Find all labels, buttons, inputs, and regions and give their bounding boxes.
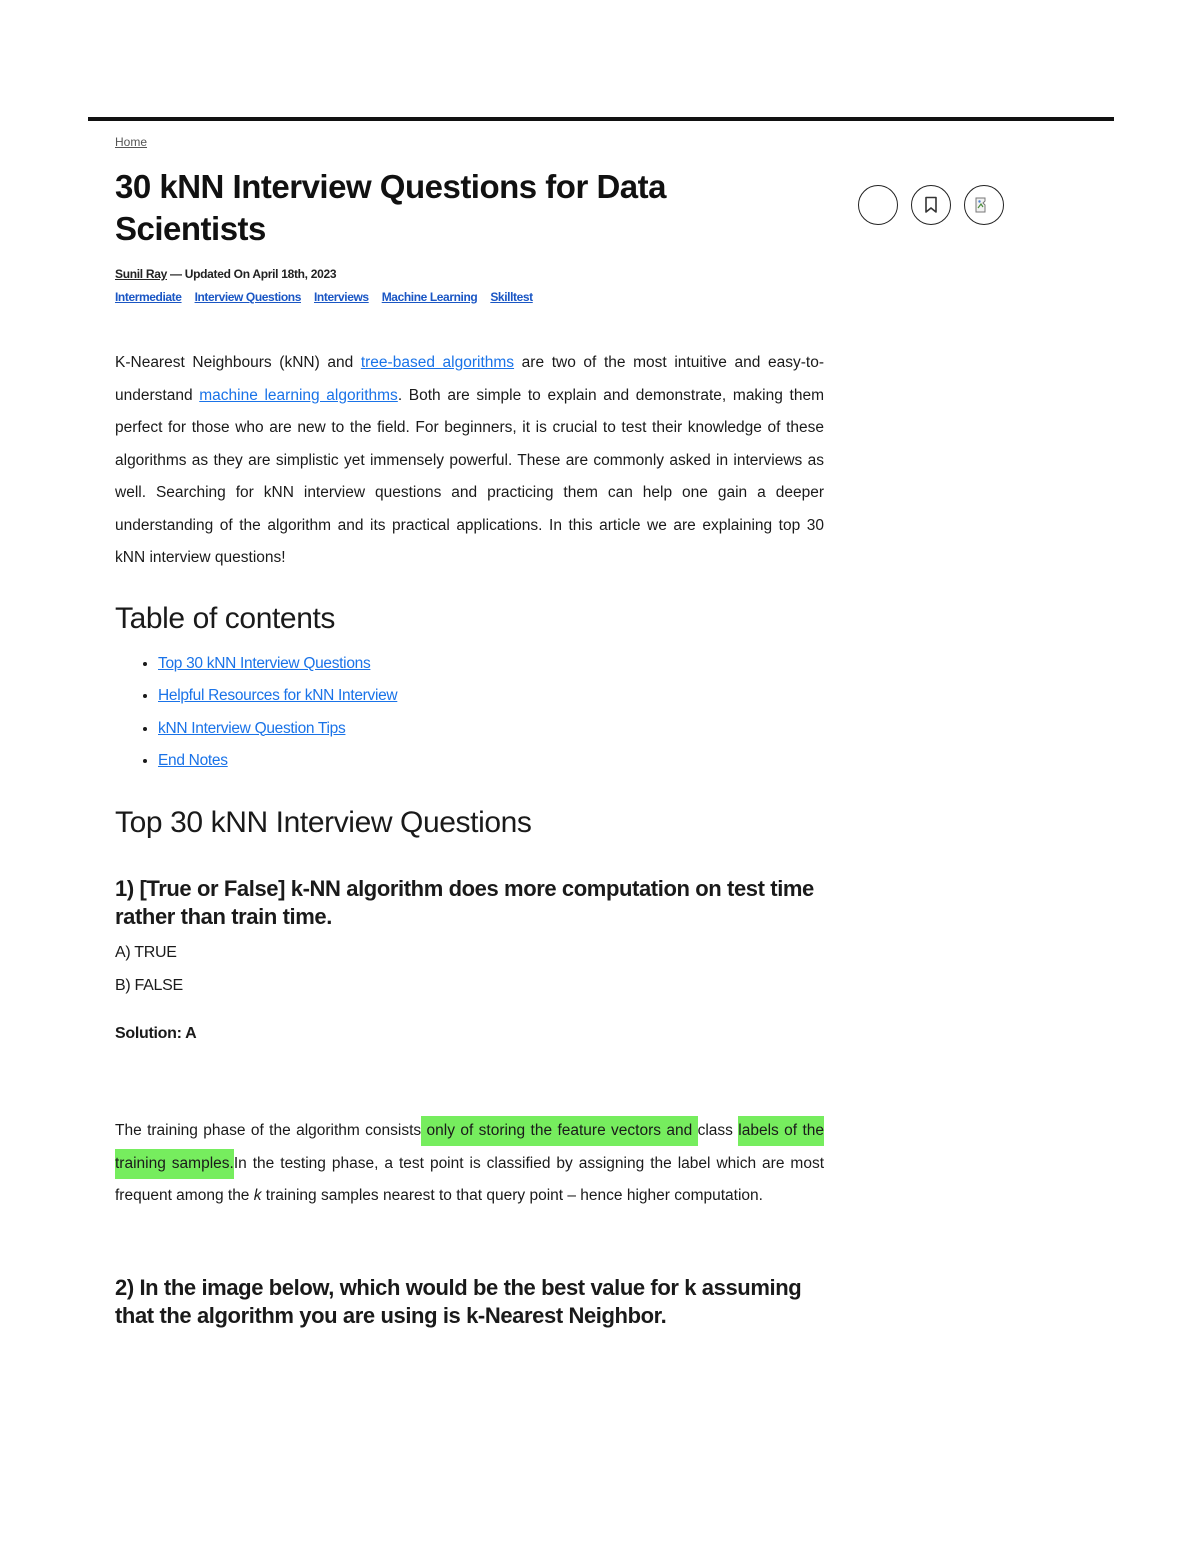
updated-date: — Updated On April 18th, 2023 bbox=[166, 267, 337, 281]
machine-learning-algorithms-link[interactable]: machine learning algorithms bbox=[199, 386, 398, 404]
tag-link[interactable]: Interview Questions bbox=[194, 290, 301, 304]
explanation-text: training samples nearest to that query point – hence higher computation. bbox=[261, 1187, 763, 1204]
toc-item bbox=[158, 745, 397, 777]
tree-based-algorithms-link[interactable]: tree-based algorithms bbox=[360, 354, 515, 371]
toc-item bbox=[158, 713, 397, 745]
broken-image-icon[interactable] bbox=[964, 185, 1004, 225]
explanation-text: class bbox=[697, 1122, 739, 1139]
question-2-heading: 2) In the image below, which would be the best value for k assuming that the algorithm you are using is k-Nearest Neighbor. bbox=[115, 1275, 802, 1328]
k-variable: k bbox=[253, 1187, 262, 1204]
toc-link[interactable]: kNN Interview Question Tips bbox=[158, 719, 346, 737]
bookmark-icon[interactable] bbox=[911, 185, 951, 225]
intro-paragraph bbox=[115, 347, 824, 575]
highlighted-text: labels of the training samples. bbox=[115, 1116, 824, 1179]
tag-link[interactable]: Interviews bbox=[314, 290, 369, 304]
tag-link[interactable]: Intermediate bbox=[115, 290, 182, 304]
explanation-paragraph bbox=[115, 1115, 824, 1213]
top-rule bbox=[88, 117, 1114, 121]
toc-link[interactable]: Helpful Resources for kNN Interview bbox=[158, 687, 398, 705]
intro-text: K-Nearest Neighbours (kNN) and bbox=[115, 354, 361, 371]
tag-link[interactable]: Machine Learning bbox=[381, 290, 478, 304]
tag-list bbox=[115, 290, 533, 304]
question-1-heading: 1) [True or False] k-NN algorithm does more computation on test time rather than train time. bbox=[115, 876, 814, 929]
page-title: 30 kNN Interview Questions for Data Scientists bbox=[115, 168, 666, 247]
breadcrumb-home[interactable]: Home bbox=[115, 135, 148, 149]
toc-item bbox=[158, 648, 397, 680]
toc-item bbox=[158, 680, 397, 712]
blank-circle-icon[interactable] bbox=[858, 185, 898, 225]
toc-heading: Table of contents bbox=[115, 602, 336, 635]
intro-text: are two of the most intuitive and easy-to-understand bbox=[115, 354, 824, 404]
option-a: A) TRUE bbox=[115, 944, 177, 961]
toc-link[interactable]: Top 30 kNN Interview Questions bbox=[158, 655, 371, 672]
toc-list bbox=[137, 648, 397, 777]
article-actions bbox=[858, 185, 1004, 225]
explanation-text: In the testing phase, a test point is classified by assigning the label which are most frequent among the bbox=[115, 1154, 824, 1204]
option-b: B) FALSE bbox=[115, 977, 183, 994]
author-link[interactable]: Sunil Ray bbox=[115, 267, 167, 281]
article-meta bbox=[115, 267, 336, 281]
highlighted-text: only of storing the feature vectors and bbox=[421, 1116, 697, 1146]
tag-link[interactable]: Skilltest bbox=[490, 290, 533, 304]
explanation-text: The training phase of the algorithm consists bbox=[115, 1122, 422, 1139]
toc-link[interactable]: End Notes bbox=[158, 751, 228, 769]
intro-text: . Both are simple to explain and demonstrate, making them perfect for those who are new to the field. For beginners, it is crucial to test their knowledge of these algorithms as they are simplistic yet immensely powerful. These are commonly asked in interviews as well. Searching for kNN interview questions and practicing them can help one gain a deeper understanding of the algorithm and its practical applications. In this article we are explaining top 30 kNN interview questions! bbox=[115, 386, 824, 566]
section-heading: Top 30 kNN Interview Questions bbox=[115, 806, 532, 839]
solution-label: Solution: A bbox=[115, 1025, 197, 1042]
